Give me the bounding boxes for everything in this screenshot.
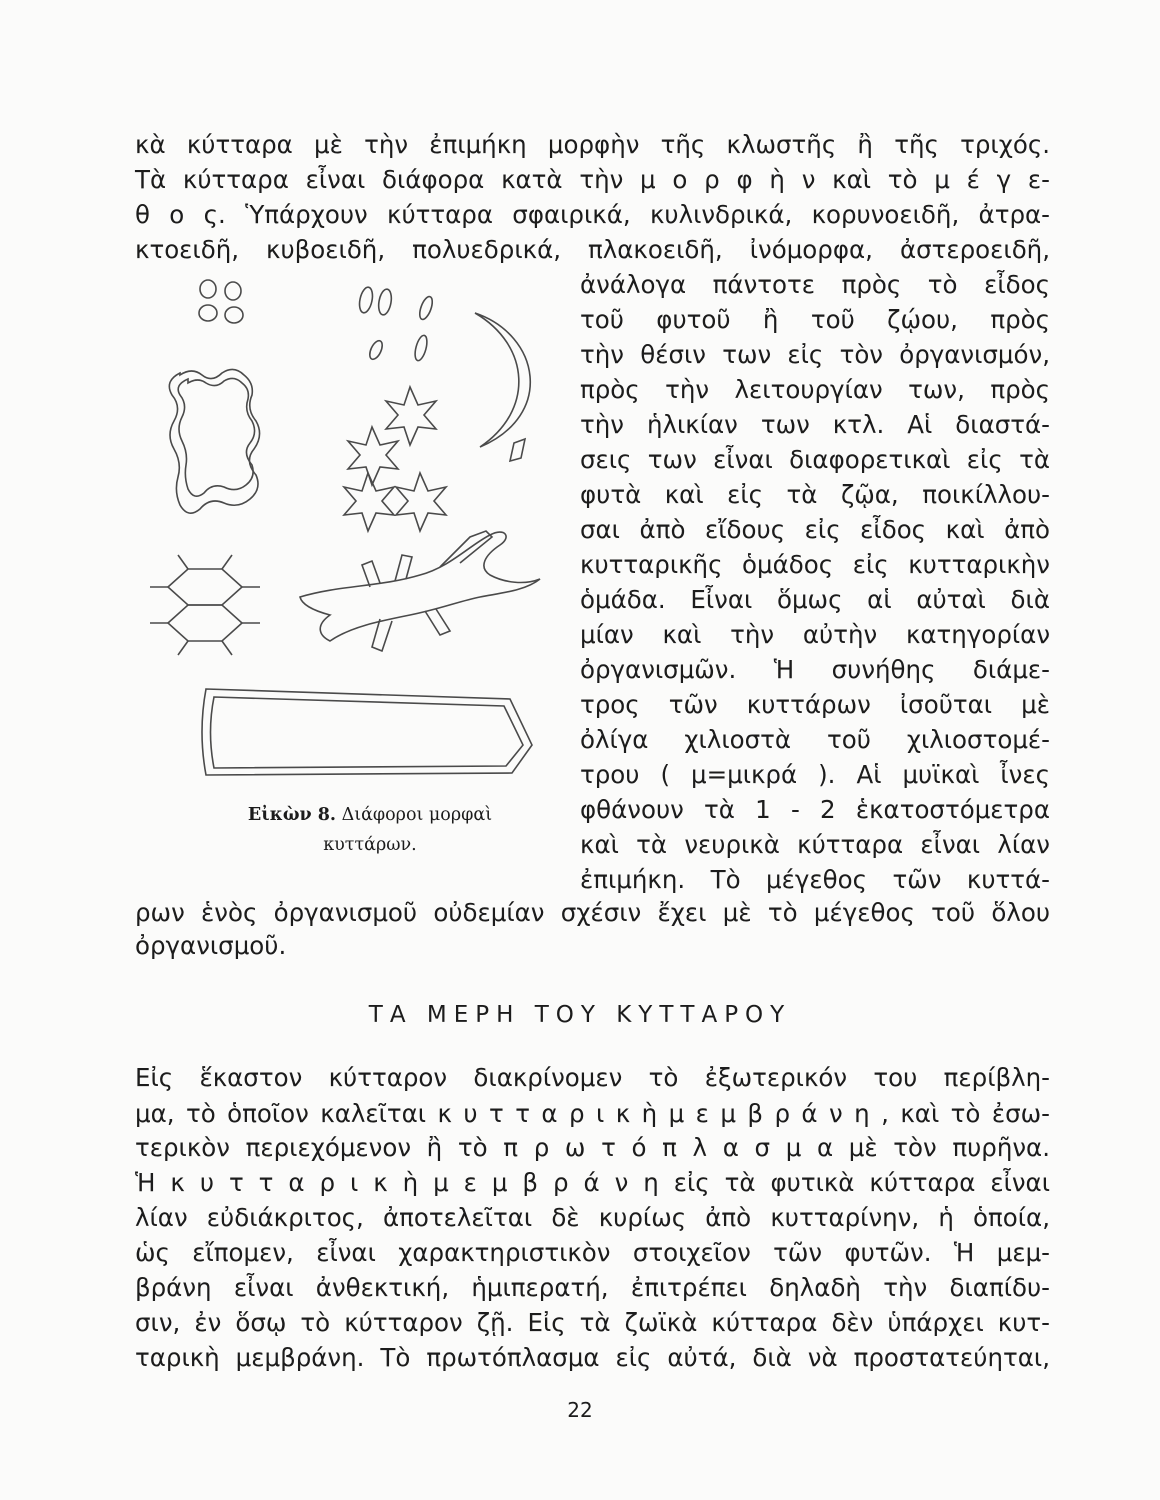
- text-line: τὴν θέσιν των εἰς τὸν ὀργανισμόν,: [580, 340, 1050, 369]
- text-line: μα, τὸ ὁποῖον καλεῖται κ υ τ τ α ρ ι κ ὴ μ ε μ β ρ ά ν η , καὶ τὸ ἐσω-: [135, 1099, 1050, 1128]
- text-line: καὶ τὰ νευρικὰ κύτταρα εἶναι λίαν: [580, 830, 1050, 859]
- text-line: ὁμάδα. Εἶναι ὅμως αἱ αὐταὶ διὰ: [580, 585, 1050, 614]
- text-line: τρου ( μ=μικρά ). Αἱ μυϊκαὶ ἶνες: [580, 760, 1050, 789]
- text-line: ὡς εἴπομεν, εἶναι χαρακτηριστικὸν στοιχεῖον τῶν φυτῶν. Ἡ μεμ-: [135, 1238, 1050, 1267]
- branched-cell-drawing: [300, 531, 540, 651]
- oval-cells-drawing: [357, 286, 434, 362]
- text-line: σαι ἀπὸ εἴδους εἰς εἶδος καὶ ἀπὸ: [580, 515, 1050, 544]
- figure-caption-label: Εἰκὼν 8.: [247, 805, 336, 825]
- text-line: τοῦ φυτοῦ ἢ τοῦ ζῴου, πρὸς: [580, 305, 1050, 334]
- figure-caption-text: Διάφοροι μορφαὶ: [341, 805, 493, 825]
- text-line: ὀργανισμοῦ.: [135, 931, 287, 960]
- text-line: τὴν ἡλικίαν των κτλ. Αἱ διαστά-: [580, 410, 1050, 439]
- text-line: κὰ κύτταρα μὲ τὴν ἐπιμήκη μορφὴν τῆς κλωστῆς ἢ τῆς τριχός.: [135, 130, 1050, 159]
- text-line: φθάνουν τὰ 1 - 2 ἑκατοστόμετρα: [580, 795, 1050, 824]
- page-number: 22: [567, 1398, 593, 1422]
- text-line: ρων ἑνὸς ὀργανισμοῦ οὐδεμίαν σχέσιν ἔχει μὲ τὸ μέγεθος τοῦ ὅλου: [135, 898, 1050, 927]
- cell-shapes-illustration: [140, 275, 580, 795]
- star-cells-drawing: [344, 387, 446, 531]
- text-line: ὀλίγα χιλιοστὰ τοῦ χιλιοστομέ-: [580, 725, 1050, 754]
- wavy-cell-drawing: [169, 369, 259, 513]
- section-heading: ΤΑ ΜΕΡΗ ΤΟΥ ΚΥΤΤΑΡΟΥ: [368, 1002, 792, 1028]
- text-line: τερικὸν περιεχόμενον ἢ τὸ π ρ ω τ ό π λ α σ μ α μὲ τὸν πυρῆνα.: [135, 1133, 1050, 1162]
- text-line: Τὰ κύτταρα εἶναι διάφορα κατὰ τὴν μ ο ρ φ ὴ ν καὶ τὸ μ έ γ ε-: [135, 165, 1050, 194]
- figure-caption-line2: κυττάρων.: [323, 835, 417, 855]
- elongated-cell-drawing: [202, 689, 532, 775]
- figure-caption: [190, 800, 550, 830]
- text-line: κτοειδῆ, κυβοειδῆ, πολυεδρικά, πλακοειδῆ, ἰνόμορφα, ἀστεροειδῆ,: [135, 235, 1050, 264]
- text-line: ἀνάλογα πάντοτε πρὸς τὸ εἶδος: [580, 270, 1050, 299]
- text-line: κυτταρικῆς ὁμάδος εἰς κυτταρικὴν: [580, 550, 1050, 579]
- cell-shapes-figure: [140, 275, 580, 795]
- text-line: βράνη εἶναι ἀνθεκτική, ἡμιπερατή, ἐπιτρέπει δηλαδὴ τὴν διαπίδυ-: [135, 1273, 1050, 1302]
- text-line: σεις των εἶναι διαφορετικαὶ εἰς τὰ: [580, 445, 1050, 474]
- polyhedral-cells-drawing: [150, 555, 260, 655]
- text-line: Εἰς ἕκαστον κύτταρον διακρίνομεν τὸ ἐξωτερικόν του περίβλη-: [135, 1063, 1050, 1092]
- text-line: μίαν καὶ τὴν αὐτὴν κατηγορίαν: [580, 620, 1050, 649]
- crescent-cell-drawing: [475, 313, 530, 461]
- spherical-cells-drawing: [199, 280, 243, 323]
- text-line: φυτὰ καὶ εἰς τὰ ζῷα, ποικίλλου-: [580, 480, 1050, 509]
- text-line: πρὸς τὴν λειτουργίαν των, πρὸς: [580, 375, 1050, 404]
- text-line: ταρικὴ μεμβράνη. Τὸ πρωτόπλασμα εἰς αὐτά, διὰ νὰ προστατεύηται,: [135, 1343, 1050, 1372]
- text-line: σιν, ἐν ὅσῳ τὸ κύτταρον ζῇ. Εἰς τὰ ζωϊκὰ κύτταρα δὲν ὑπάρχει κυτ-: [135, 1308, 1050, 1337]
- text-line: λίαν εὐδιάκριτος, ἀποτελεῖται δὲ κυρίως ἀπὸ κυτταρίνην, ἡ ὁποία,: [135, 1203, 1050, 1232]
- text-line: τρος τῶν κυττάρων ἰσοῦται μὲ: [580, 690, 1050, 719]
- text-line: ὀργανισμῶν. Ἡ συνήθης διάμε-: [580, 655, 1050, 684]
- text-line: θ ο ς. Ὑπάρχουν κύτταρα σφαιρικά, κυλινδρικά, κορυνοειδῆ, ἀτρα-: [135, 200, 1050, 229]
- text-line: Ἡ κ υ τ τ α ρ ι κ ὴ μ ε μ β ρ ά ν η εἰς τὰ φυτικὰ κύτταρα εἶναι: [135, 1168, 1050, 1197]
- text-line: ἐπιμήκη. Τὸ μέγεθος τῶν κυττά-: [580, 865, 1050, 894]
